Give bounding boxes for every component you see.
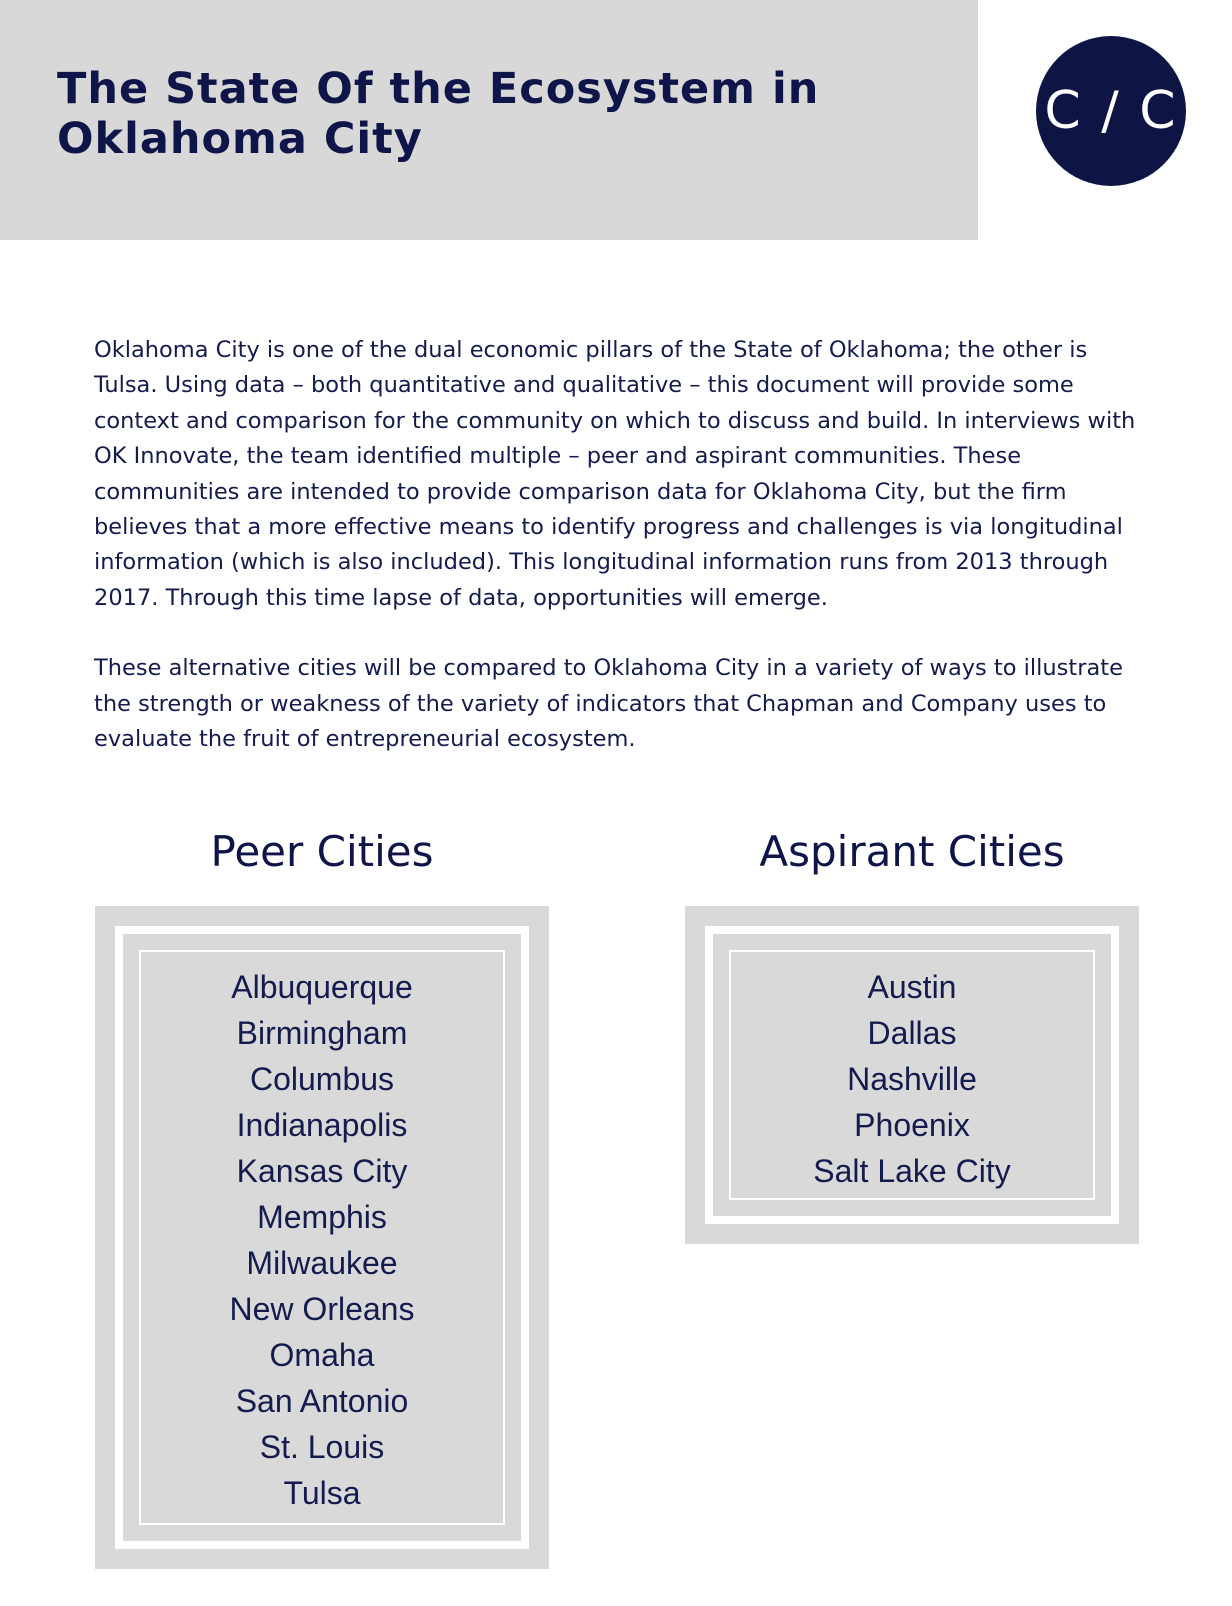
logo-text: C / C [1044, 81, 1178, 141]
peer-city: Birmingham [236, 1015, 408, 1051]
peer-city: Tulsa [283, 1475, 361, 1511]
peer-city: New Orleans [229, 1291, 415, 1327]
intro-paragraph-1: Oklahoma City is one of the dual economic pillars of the State of Oklahoma; the other is Tulsa. Using data – both quantitative and qualitative – this document will provide some context and comparison for the community on which to discuss and build. In interviews with OK Innovate, the team identified multiple – peer and aspirant communities. These communities are intended to provide comparison data for Oklahoma City, but the firm believes that a more effective means to identify progress and challenges is via longitudinal information (which is also included). This longitudinal information runs from 2013 through 2017. Through this time lapse of data, opportunities will emerge. [94, 337, 1136, 611]
aspirant-cities-list [731, 964, 1093, 1194]
aspirant-city: Salt Lake City [813, 1153, 1011, 1189]
peer-cities-list [141, 964, 503, 1516]
aspirant-cities-box [685, 906, 1139, 1244]
peer-city: St. Louis [259, 1429, 385, 1465]
page-title-line2: Oklahoma City [57, 114, 423, 164]
peer-city: Kansas City [236, 1153, 408, 1189]
peer-city: San Antonio [235, 1383, 409, 1419]
page-title [57, 64, 937, 164]
aspirant-city: Phoenix [854, 1107, 970, 1143]
page-title-line1: The State Of the Ecosystem in [57, 64, 820, 114]
peer-city: Columbus [249, 1061, 395, 1097]
aspirant-city: Nashville [847, 1061, 977, 1097]
peer-city: Milwaukee [246, 1245, 398, 1281]
peer-cities-box [95, 906, 549, 1569]
aspirant-city: Dallas [867, 1015, 957, 1051]
peer-city: Indianapolis [236, 1107, 408, 1143]
aspirant-cities-heading: Aspirant Cities [759, 827, 1065, 876]
peer-cities-heading: Peer Cities [210, 827, 434, 876]
peer-city: Albuquerque [231, 969, 413, 1005]
peer-city: Memphis [257, 1199, 387, 1235]
peer-city: Omaha [269, 1337, 375, 1373]
intro-text [94, 333, 1154, 792]
intro-paragraph-2: These alternative cities will be compared to Oklahoma City in a variety of ways to illustrate the strength or weakness of the variety of indicators that Chapman and Company uses to evaluate the fruit of entrepreneurial ecosystem. [94, 655, 1123, 753]
aspirant-city: Austin [867, 969, 957, 1005]
company-logo [1036, 36, 1186, 186]
